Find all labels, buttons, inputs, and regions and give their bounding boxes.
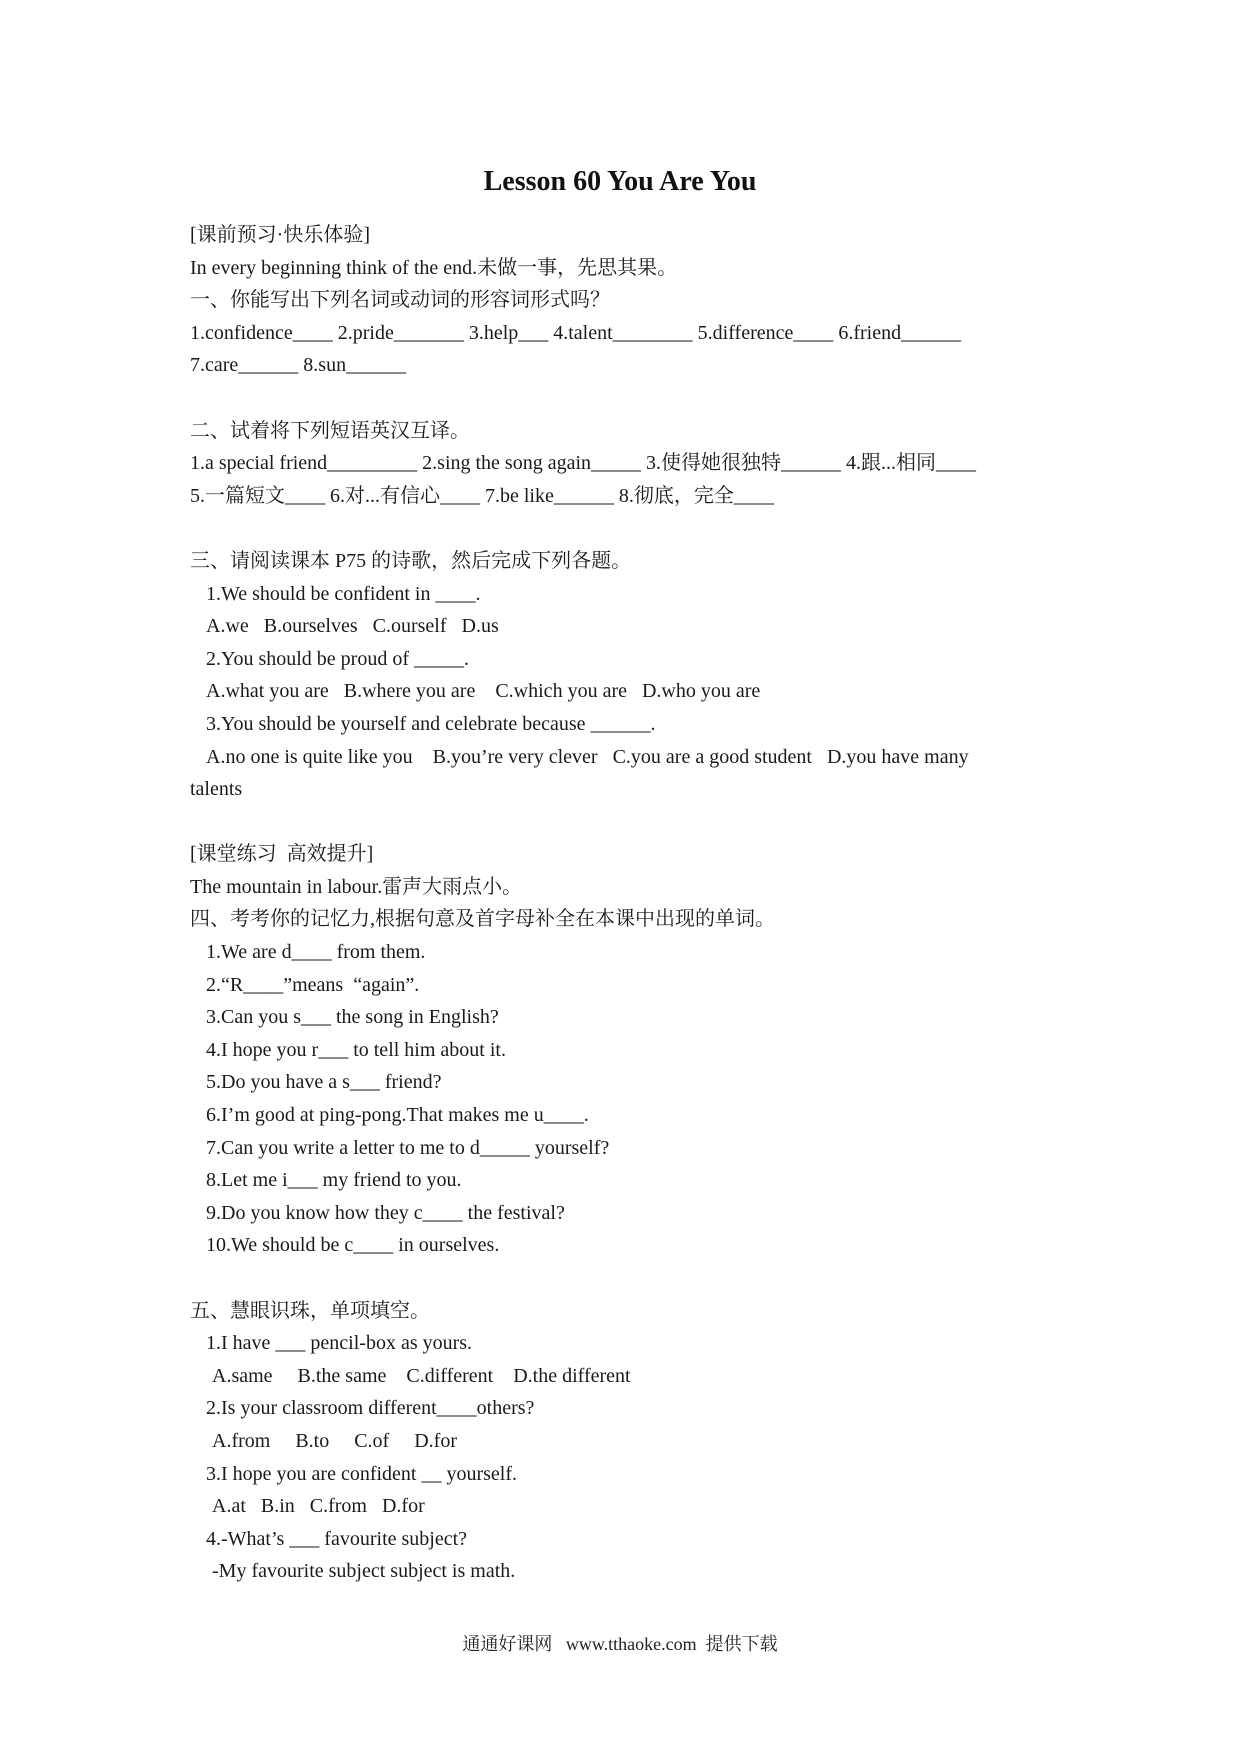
worksheet-line: 9.Do you know how they c____ the festival? — [206, 1201, 565, 1224]
worksheet-line: 3.Can you s___ the song in English? — [206, 1006, 499, 1029]
worksheet-line: 2.Is your classroom different____others? — [206, 1397, 535, 1420]
blank-line — [190, 806, 1070, 839]
worksheet-line: [课前预习·快乐体验] — [190, 224, 370, 246]
worksheet-line: A.same B.the same C.different D.the different — [212, 1364, 631, 1387]
blank-line — [190, 382, 1070, 415]
worksheet-line: A.no one is quite like you B.you’re very clever C.you are a good student D.you have many — [206, 745, 969, 768]
worksheet-line: talents — [190, 778, 243, 801]
worksheet-line: The mountain in labour.雷声大雨点小。 — [190, 875, 523, 898]
blank-line — [190, 1262, 1070, 1295]
worksheet-line: A.what you are B.where you are C.which you are D.who you are — [206, 680, 761, 703]
worksheet-line: 1.confidence____ 2.pride_______ 3.help___ 4.talent________ 5.difference____ 6.friend______ — [190, 321, 962, 344]
worksheet-line: 二、试着将下列短语英汉互译。 — [190, 419, 470, 442]
worksheet-line: 4.I hope you r___ to tell him about it. — [206, 1038, 506, 1061]
worksheet-line: 1.I have ___ pencil-box as yours. — [206, 1332, 473, 1355]
worksheet-line: 1.We should be confident in ____. — [206, 582, 481, 605]
worksheet-line: A.from B.to C.of D.for — [212, 1429, 457, 1452]
worksheet-line: 10.We should be c____ in ourselves. — [206, 1234, 500, 1257]
worksheet-line: 5.Do you have a s___ friend? — [206, 1071, 442, 1094]
worksheet-line: [课堂练习 高效提升] — [190, 843, 374, 866]
footer-credit: 通通好课网 www.tthaoke.com 提供下载 — [462, 1634, 778, 1654]
blank-line — [190, 512, 1070, 545]
worksheet-line: 2.“R____”means “again”. — [206, 973, 420, 996]
worksheet-line: 2.You should be proud of _____. — [206, 647, 469, 670]
worksheet-line: 4.-What’s ___ favourite subject? — [206, 1527, 468, 1550]
worksheet-line: A.at B.in C.from D.for — [212, 1495, 425, 1518]
worksheet-line: 6.I’m good at ping-pong.That makes me u____. — [206, 1104, 589, 1127]
worksheet-line: A.we B.ourselves C.ourself D.us — [206, 615, 499, 638]
worksheet-line: 三、请阅读课本 P75 的诗歌，然后完成下列各题。 — [190, 549, 632, 572]
page-title: Lesson 60 You Are You — [483, 166, 757, 197]
worksheet-line: In every beginning think of the end.未做一事，先思其果。 — [190, 256, 678, 279]
worksheet-line: 8.Let me i___ my friend to you. — [206, 1169, 462, 1192]
worksheet-line: 7.Can you write a letter to me to d_____ yourself? — [206, 1136, 610, 1159]
worksheet-line: -My favourite subject subject is math. — [212, 1560, 516, 1583]
worksheet-line: 3.You should be yourself and celebrate because ______. — [206, 712, 656, 735]
worksheet-line: 1.a special friend_________ 2.sing the song again_____ 3.使得她很独特______ 4.跟...相同____ — [190, 452, 977, 475]
worksheet-line: 3.I hope you are confident __ yourself. — [206, 1462, 518, 1485]
worksheet-line: 7.care______ 8.sun______ — [190, 354, 407, 377]
worksheet-line: 五、慧眼识珠，单项填空。 — [190, 1299, 430, 1322]
worksheet-line: 四、考考你的记忆力,根据句意及首字母补全在本课中出现的单词。 — [190, 908, 775, 931]
worksheet-line: 5.一篇短文____ 6.对...有信心____ 7.be like______ 8.彻底，完全____ — [190, 484, 774, 507]
worksheet-body — [190, 219, 1070, 1588]
worksheet-line: 一、你能写出下列名词或动词的形容词形式吗？ — [190, 289, 610, 312]
worksheet-line: 1.We are d____ from them. — [206, 941, 426, 964]
